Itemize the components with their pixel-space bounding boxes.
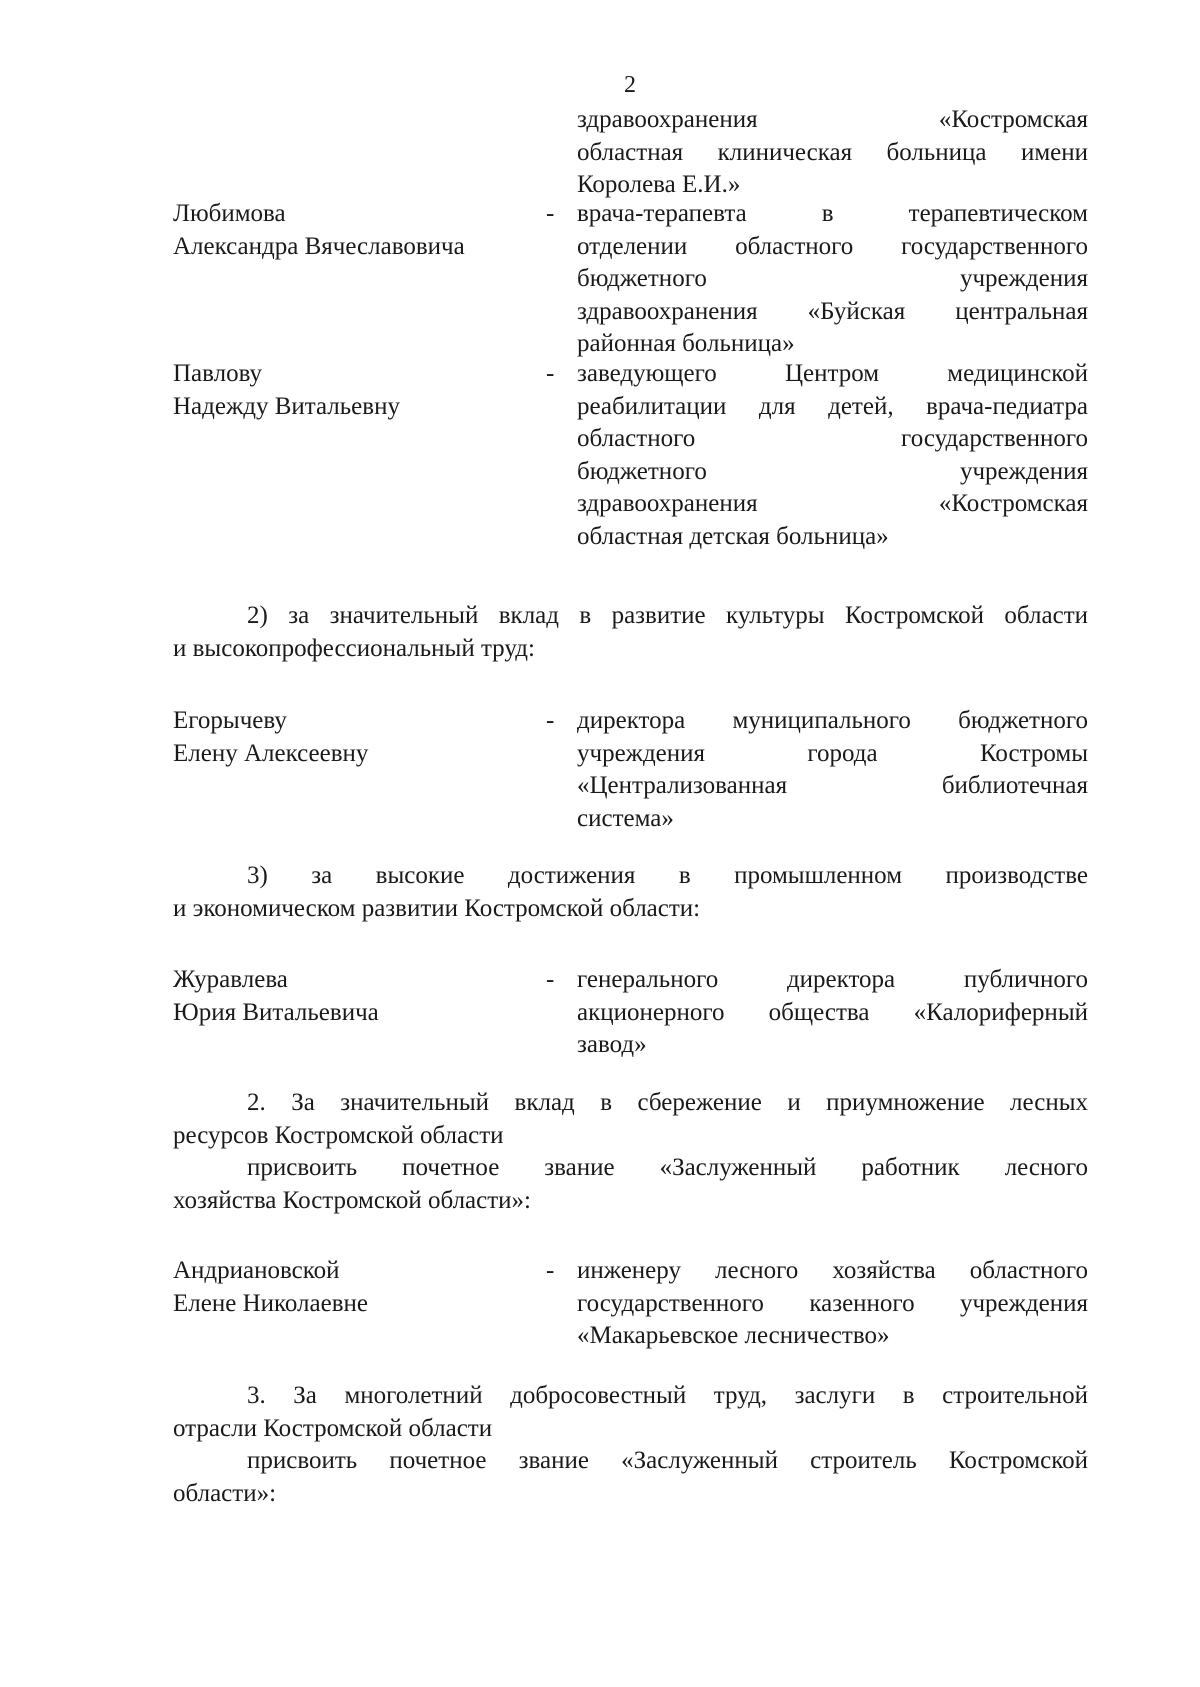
description-line: областная клиническая больница имени [577,138,1088,166]
description-line: генерального директора публичного [577,966,1088,993]
description-line: бюджетного учреждения [577,457,1088,485]
name-line: Александра Вячеславовича [173,232,465,260]
name-line: Надежду Витальевну [173,392,400,420]
paragraph-line: присвоить почетное звание «Заслуженный работник лесного [247,1154,1088,1181]
entry-name [173,1255,553,1320]
paragraph-line: и экономическом развитии Костромской области: [173,894,701,922]
entry-dash: - [546,360,555,387]
description-line: Королева Е.И.» [577,171,741,198]
paragraph-line: 2) за значительный вклад в развитие культуры Костромской области [247,602,1088,629]
paragraph-line: 2. За значительный вклад в сбережение и приумножение лесных [247,1089,1088,1116]
entry-name [173,358,553,423]
description-line: здравоохранения «Костромская [577,490,1088,517]
name-line: Журавлева [173,966,288,993]
paragraph-line: хозяйства Костромской области»: [173,1186,531,1214]
description-line: государственного казенного учреждения [577,1289,1088,1317]
description-line: «Макарьевское лесничество» [577,1322,890,1349]
paragraph-line: ресурсов Костромской области [173,1121,504,1149]
name-line: Андриановской [173,1257,340,1284]
entry-description [577,104,1088,202]
entry-name [173,964,553,1029]
entry-dash: - [546,1257,555,1284]
entry-name [173,198,553,263]
page-number: 2 [624,72,636,98]
description-line: областного государственного [577,425,1088,452]
paragraph-forest [173,1087,1088,1217]
paragraph-line: 3. За многолетний добросовестный труд, заслуги в строительной [247,1382,1088,1409]
paragraph-line: 3) за высокие достижения в промышленном производстве [247,862,1088,889]
description-line: реабилитации для детей, врача-педиатра [577,392,1088,420]
description-line: директора муниципального бюджетного [577,707,1088,734]
description-line: бюджетного учреждения [577,265,1088,292]
description-line: заведующего Центром медицинской [577,360,1088,387]
entry-dash: - [546,200,555,227]
name-line: Елене Николаевне [173,1289,368,1317]
entry-description [577,705,1088,835]
description-line: здравоохранения «Костромская [577,106,1088,133]
description-line: районная больница» [577,330,795,357]
paragraph-line: области»: [173,1479,277,1507]
entry-description [577,198,1088,361]
paragraph-culture [173,600,1088,665]
paragraph-industry [173,860,1088,925]
name-line: Юрия Витальевича [173,998,379,1026]
description-line: инженеру лесного хозяйства областного [577,1257,1088,1284]
entry-name [173,705,553,770]
entry-dash: - [546,966,555,993]
description-line: областная детская больница» [577,522,889,550]
description-line: учреждения города Костромы [577,739,1088,767]
description-line: завод» [577,1031,647,1058]
entry-description [577,964,1088,1062]
entry-dash: - [546,707,555,734]
name-line: Любимова [173,200,286,227]
description-line: врача-терапевта в терапевтическом [577,200,1088,227]
description-line: система» [577,804,674,832]
name-line: Егорычеву [173,707,287,734]
description-line: «Централизованная библиотечная [577,772,1088,799]
description-line: акционерного общества «Калориферный [577,998,1088,1026]
name-line: Елену Алексеевну [173,739,369,767]
paragraph-line: и высокопрофессиональный труд: [173,634,535,662]
paragraph-construction [173,1380,1088,1510]
entry-description [577,1255,1088,1353]
paragraph-line: отрасли Костромской области [173,1414,493,1442]
paragraph-line: присвоить почетное звание «Заслуженный строитель Костромской [247,1447,1088,1474]
description-line: отделении областного государственного [577,232,1088,260]
description-line: здравоохранения «Буйская центральная [577,297,1088,325]
entry-description [577,358,1088,553]
name-line: Павлову [173,360,263,387]
